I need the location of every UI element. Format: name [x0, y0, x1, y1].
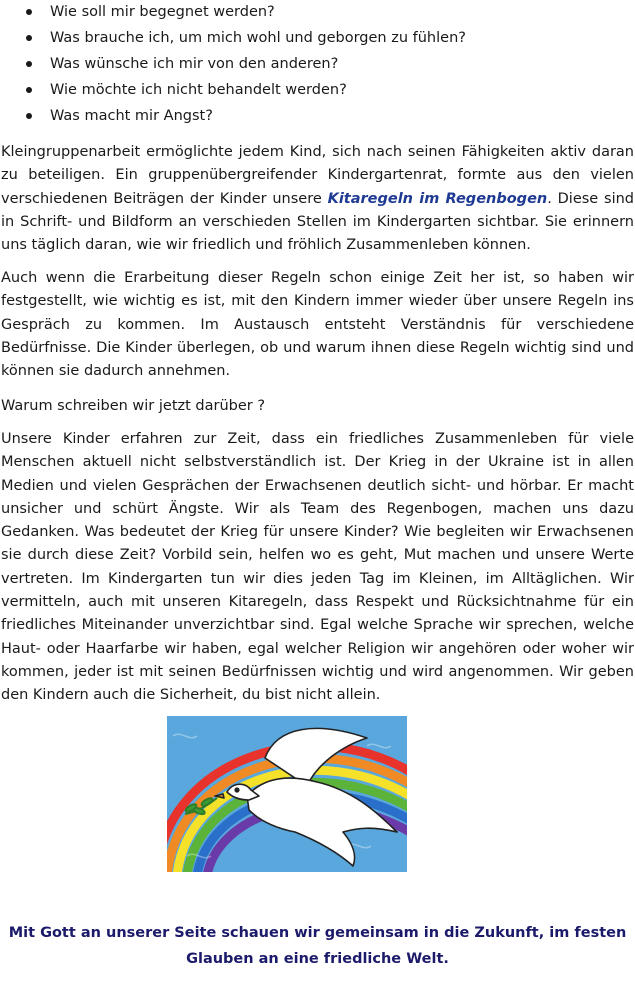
bullet-icon: [26, 9, 32, 15]
paragraph-krieg: Unsere Kinder erfahren zur Zeit, dass ein friedliches Zusammenleben für viele Menschen aktuell nicht selbstverständlich ist. Der Krieg in der Ukraine ist in allen Medien und vielen Gesprächen der Erwachsenen deutlich sicht- und hörbar. Er macht unsicher und schürt Ängste. Wir als Team des Regenbogen, machen uns dazu Gedanken. Was bedeutet der Krieg für unsere Kinder? Wie begleiten wir Erwachsenen sie durch diese Zeit? Vorbild sein, helfen wo es geht, Mut machen und unsere Werte vertreten. Im Kindergarten tun wir dies jeden Tag im Kleinen, im Alltäglichen. Wir vermitteln, auch mit unseren Kitaregeln, dass Respekt und Rücksichtnahme für ein friedliches Miteinander unverzichtbar sind. Egal welche Sprache wir sprechen, welche Haut- oder Haarfarbe wir haben, egal welcher Religion wir angehören oder woher wir kommen, jeder ist mit seinen Bedürfnissen wichtig und wird angenommen. Wir geben den Kindern auch die Sicherheit, du bist nicht allein.: [1, 431, 634, 704]
bullet-icon: [26, 113, 32, 119]
paragraph-gespraech: Auch wenn die Erarbeitung dieser Regeln schon einige Zeit her ist, so haben wir festgestellt, wie wichtig es ist, mit den Kindern immer wieder über unsere Regeln ins Gespräch zu kommen. Im Austausch entsteht Verständnis für verschiedene Bedürfnisse. Die Kinder überlegen, ob und warum ihnen diese Regeln wichtig sind und können sie dadurch annehmen.: [1, 270, 634, 380]
bullet-icon: [26, 87, 32, 93]
peace-dove-rainbow-icon: [167, 716, 407, 872]
paragraph-kitaregeln: Kleingruppenarbeit ermöglichte jedem Kind, sich nach seinen Fähigkeiten aktiv daran zu beteiligen. Ein gruppenübergreifender Kindergartenrat, formte aus den vielen verschiedenen Beiträgen der Kinder unsere Kitaregeln im Regenbogen. Diese sind in Schrift- und Bildform an verschieden Stellen im Kindergarten sichtbar. Sie erinnern uns täglich daran, wie wir friedlich und fröhlich Zusammenleben können.: [1, 144, 634, 254]
emphasis-kitaregeln: Kitaregeln im Regenbogen: [327, 190, 548, 207]
bullet-icon: [26, 35, 32, 41]
question-heading: Warum schreiben wir jetzt darüber ?: [1, 398, 266, 414]
bullet-icon: [26, 61, 32, 67]
closing-statement: Mit Gott an unserer Seite schauen wir gemeinsam in die Zukunft, im festen Glauben an eine friedliche Welt.: [8, 925, 627, 967]
